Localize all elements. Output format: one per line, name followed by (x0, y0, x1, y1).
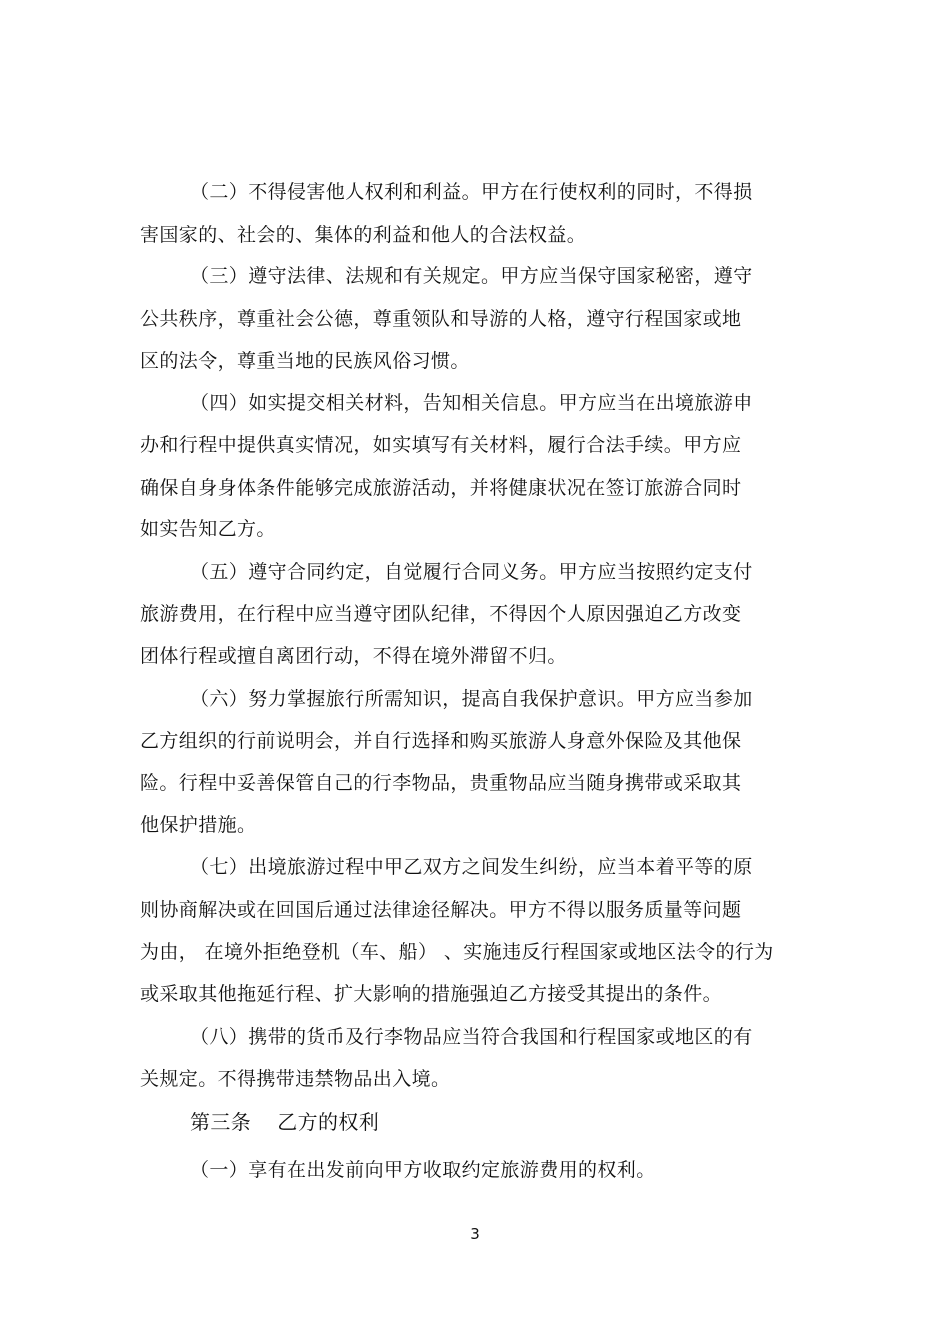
paragraph-8-line-1: （八）携带的货币及行李物品应当符合我国和行程国家或地区的有 (190, 1026, 753, 1048)
paragraph-7-line-1: （七）出境旅游过程中甲乙双方之间发生纠纷，应当本着平等的原 (190, 856, 753, 878)
paragraph-3-line-2: 公共秩序，尊重社会公德，尊重领队和导游的人格，遵守行程国家或地 (140, 308, 742, 330)
article-title: 乙方的权利 (277, 1110, 380, 1134)
paragraph-4-line-1: （四）如实提交相关材料，告知相关信息。甲方应当在出境旅游申 (190, 392, 753, 414)
paragraph-5-line-1: （五）遵守合同约定，自觉履行合同义务。甲方应当按照约定支付 (190, 561, 753, 583)
paragraph-3-line-3: 区的法令，尊重当地的民族风俗习惯。 (140, 350, 470, 372)
article-number: 第三条 (190, 1110, 252, 1134)
paragraph-3-line-1: （三）遵守法律、法规和有关规定。甲方应当保守国家秘密，遵守 (190, 265, 753, 287)
paragraph-2-line-1: （二）不得侵害他人权利和利益。甲方在行使权利的同时，不得损 (190, 181, 753, 203)
paragraph-7-line-2: 则协商解决或在回国后通过法律途径解决。甲方不得以服务质量等问题 (140, 899, 742, 921)
paragraph-6-line-3: 险。行程中妥善保管自己的行李物品，贵重物品应当随身携带或采取其 (140, 772, 742, 794)
paragraph-6-line-1: （六）努力掌握旅行所需知识，提高自我保护意识。甲方应当参加 (190, 688, 753, 710)
paragraph-6-line-2: 乙方组织的行前说明会，并自行选择和购买旅游人身意外保险及其他保 (140, 730, 742, 752)
paragraph-4-line-4: 如实告知乙方。 (140, 518, 276, 540)
item-one: （一）享有在出发前向甲方收取约定旅游费用的权利。 (190, 1159, 656, 1181)
paragraph-5-line-2: 旅游费用，在行程中应当遵守团队纪律，不得因个人原因强迫乙方改变 (140, 603, 742, 625)
paragraph-8-line-2: 关规定。不得携带违禁物品出入境。 (140, 1068, 451, 1090)
paragraph-6-line-4: 他保护措施。 (140, 814, 257, 836)
paragraph-2-line-2: 害国家的、社会的、集体的利益和他人的合法权益。 (140, 224, 587, 246)
paragraph-4-line-3: 确保自身身体条件能够完成旅游活动，并将健康状况在签订旅游合同时 (140, 477, 742, 499)
paragraph-4-line-2: 办和行程中提供真实情况，如实填写有关材料，履行合法手续。甲方应 (140, 434, 742, 456)
paragraph-7-line-3: 为由， 在境外拒绝登机（车、船） 、实施违反行程国家或地区法令的行为 (140, 941, 774, 963)
paragraph-5-line-3: 团体行程或擅自离团行动，不得在境外滞留不归。 (140, 645, 567, 667)
article-heading (190, 1110, 379, 1134)
page-number: 3 (470, 1225, 480, 1243)
paragraph-7-line-4: 或采取其他拖延行程、扩大影响的措施强迫乙方接受其提出的条件。 (140, 983, 723, 1005)
